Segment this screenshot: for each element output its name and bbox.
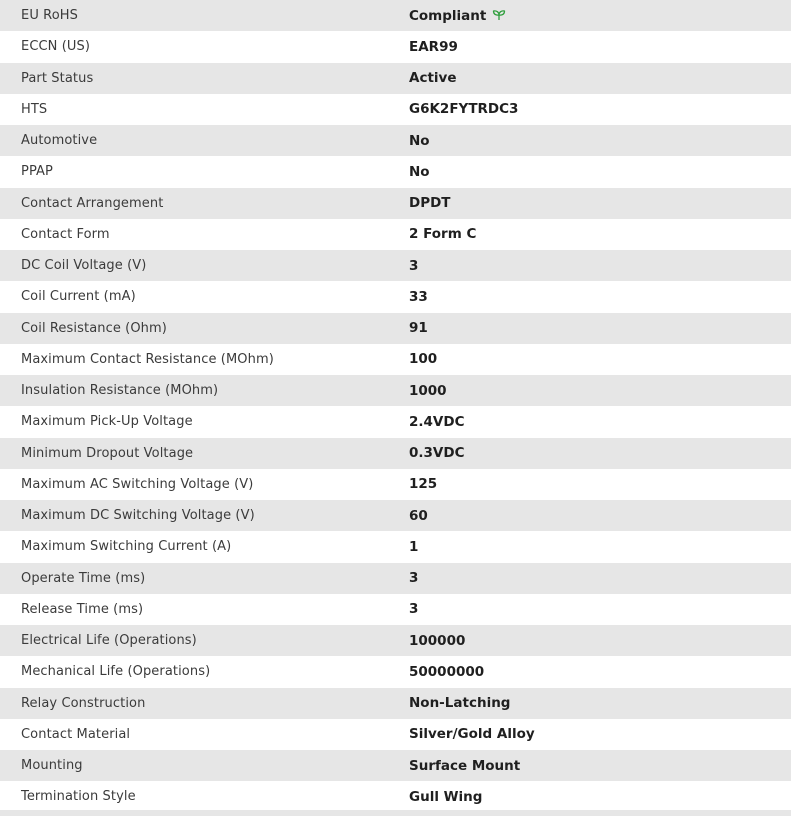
table-row bbox=[0, 94, 791, 125]
spec-label: Contact Form bbox=[21, 226, 110, 242]
spec-value bbox=[409, 750, 791, 781]
table-row bbox=[0, 656, 791, 687]
spec-value bbox=[409, 63, 791, 94]
spec-label: Automotive bbox=[21, 133, 98, 149]
spec-label: Mechanical Life (Operations) bbox=[21, 664, 211, 680]
spec-label: Electrical Life (Operations) bbox=[21, 633, 197, 649]
table-row bbox=[0, 469, 791, 500]
spec-value-text: 3 bbox=[409, 257, 419, 274]
spec-value bbox=[409, 656, 791, 687]
spec-value bbox=[409, 563, 791, 594]
spec-value bbox=[409, 719, 791, 750]
spec-value-text: 125 bbox=[409, 476, 438, 493]
table-row bbox=[0, 219, 791, 250]
spec-value bbox=[409, 375, 791, 406]
spec-value-text: Active bbox=[409, 70, 457, 87]
spec-value-text: 100000 bbox=[409, 632, 466, 649]
spec-label: Part Status bbox=[21, 70, 94, 86]
spec-value bbox=[409, 188, 791, 219]
spec-label: Release Time (ms) bbox=[21, 601, 144, 617]
spec-value bbox=[409, 250, 791, 281]
spec-value bbox=[409, 156, 791, 187]
table-row bbox=[0, 156, 791, 187]
table-row bbox=[0, 531, 791, 562]
spec-value-text: G6K2FYTRDC3 bbox=[409, 101, 519, 118]
table-row bbox=[0, 750, 791, 781]
spec-value-text: 50000000 bbox=[409, 663, 485, 680]
spec-label: Maximum Contact Resistance (MOhm) bbox=[21, 351, 274, 367]
spec-value-text: No bbox=[409, 132, 430, 149]
spec-value-text: 0.3VDC bbox=[409, 445, 465, 462]
spec-label: Maximum Switching Current (A) bbox=[21, 539, 232, 555]
table-row bbox=[0, 188, 791, 219]
table-row bbox=[0, 594, 791, 625]
spec-value bbox=[409, 125, 791, 156]
spec-value bbox=[409, 344, 791, 375]
table-row bbox=[0, 438, 791, 469]
table-row-partial bbox=[0, 810, 791, 816]
spec-value-text: 3 bbox=[409, 570, 419, 587]
spec-value-text: EAR99 bbox=[409, 38, 458, 55]
spec-value bbox=[409, 219, 791, 250]
spec-value bbox=[409, 625, 791, 656]
spec-label: Maximum Pick-Up Voltage bbox=[21, 414, 193, 430]
spec-value bbox=[409, 406, 791, 437]
spec-label: Coil Resistance (Ohm) bbox=[21, 320, 167, 336]
table-row bbox=[0, 719, 791, 750]
table-row bbox=[0, 125, 791, 156]
spec-label: HTS bbox=[21, 101, 48, 117]
spec-value-text: 60 bbox=[409, 507, 428, 524]
table-row bbox=[0, 281, 791, 312]
spec-value bbox=[409, 313, 791, 344]
leaf-icon bbox=[492, 8, 506, 22]
spec-label: Maximum DC Switching Voltage (V) bbox=[21, 508, 255, 524]
spec-value bbox=[409, 531, 791, 562]
spec-value-text: 91 bbox=[409, 320, 428, 337]
spec-label: PPAP bbox=[21, 164, 53, 180]
spec-value-text: Silver/Gold Alloy bbox=[409, 726, 535, 743]
spec-label: Termination Style bbox=[21, 789, 136, 805]
table-row bbox=[0, 625, 791, 656]
spec-value bbox=[409, 688, 791, 719]
spec-value-text: Gull Wing bbox=[409, 788, 483, 805]
spec-value-text: Non-Latching bbox=[409, 695, 511, 712]
spec-label: EU RoHS bbox=[21, 8, 78, 24]
spec-value-text: No bbox=[409, 163, 430, 180]
spec-label: Contact Material bbox=[21, 726, 131, 742]
spec-value-text: 1000 bbox=[409, 382, 447, 399]
spec-value bbox=[409, 438, 791, 469]
table-row bbox=[0, 500, 791, 531]
spec-value bbox=[409, 781, 791, 812]
spec-value bbox=[409, 0, 791, 31]
spec-value-text: 33 bbox=[409, 288, 428, 305]
spec-label: ECCN (US) bbox=[21, 39, 91, 55]
spec-label: DC Coil Voltage (V) bbox=[21, 258, 147, 274]
spec-label: Insulation Resistance (MOhm) bbox=[21, 383, 219, 399]
spec-value-text: 100 bbox=[409, 351, 438, 368]
spec-value-text: Surface Mount bbox=[409, 757, 521, 774]
spec-value-text: 2.4VDC bbox=[409, 413, 465, 430]
table-row bbox=[0, 344, 791, 375]
table-row bbox=[0, 63, 791, 94]
spec-label: Coil Current (mA) bbox=[21, 289, 136, 305]
table-row bbox=[0, 313, 791, 344]
spec-label: Maximum AC Switching Voltage (V) bbox=[21, 476, 254, 492]
spec-value-text: 3 bbox=[409, 601, 419, 618]
spec-label: Operate Time (ms) bbox=[21, 570, 146, 586]
spec-label: Contact Arrangement bbox=[21, 195, 164, 211]
spec-value-text: 2 Form C bbox=[409, 226, 477, 243]
table-row bbox=[0, 688, 791, 719]
table-row bbox=[0, 406, 791, 437]
spec-label: Minimum Dropout Voltage bbox=[21, 445, 194, 461]
spec-value bbox=[409, 500, 791, 531]
spec-label: Mounting bbox=[21, 758, 83, 774]
spec-value bbox=[409, 31, 791, 62]
spec-value bbox=[409, 594, 791, 625]
spec-value-text: 1 bbox=[409, 538, 419, 555]
spec-value bbox=[409, 94, 791, 125]
table-row bbox=[0, 0, 791, 31]
table-row bbox=[0, 563, 791, 594]
spec-value bbox=[409, 469, 791, 500]
spec-value-text: Compliant bbox=[409, 7, 487, 24]
spec-value-text: DPDT bbox=[409, 195, 451, 212]
spec-value bbox=[409, 281, 791, 312]
table-row bbox=[0, 250, 791, 281]
table-row bbox=[0, 781, 791, 812]
table-row bbox=[0, 375, 791, 406]
spec-label: Relay Construction bbox=[21, 695, 146, 711]
table-row bbox=[0, 31, 791, 62]
